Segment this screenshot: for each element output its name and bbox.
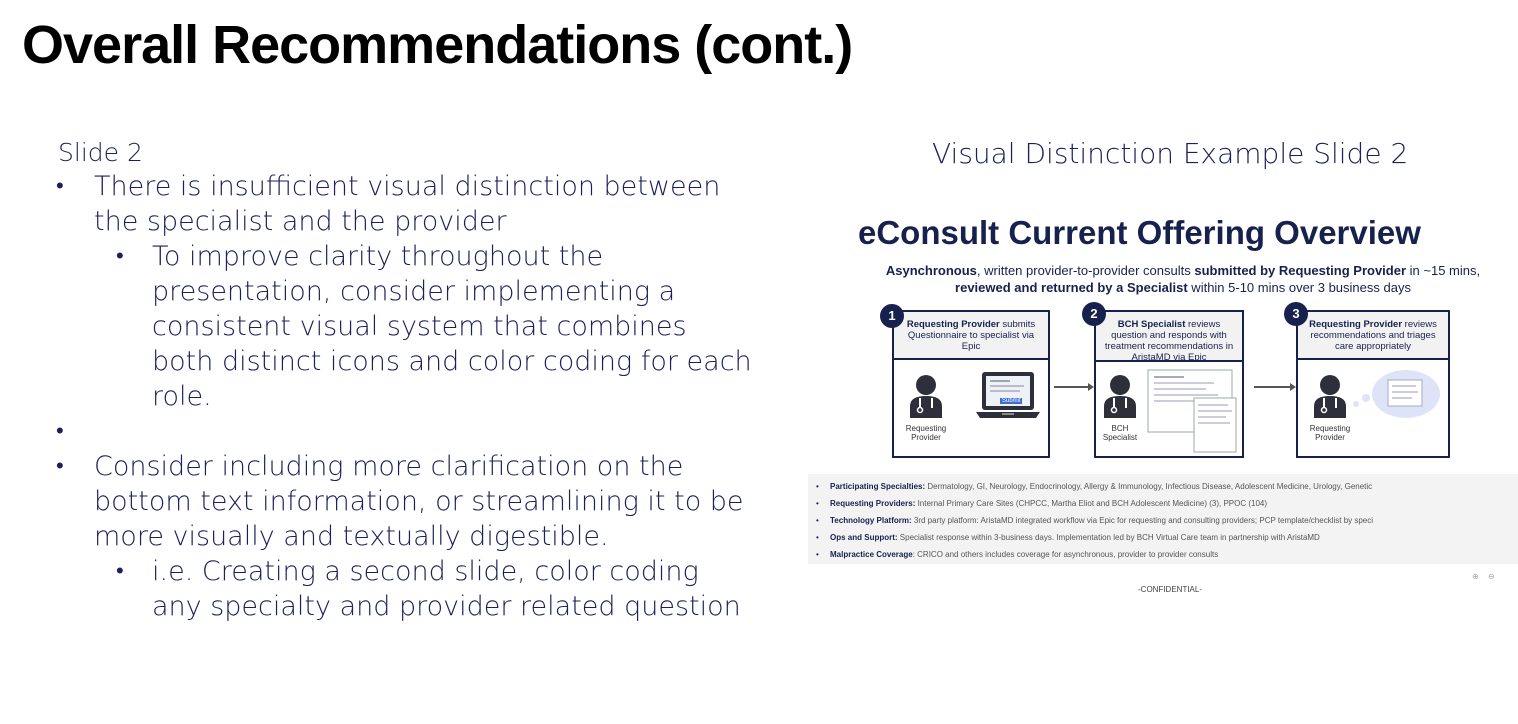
- provider-icon: [908, 374, 944, 418]
- step-text: submits Questionnaire to specialist via Epic: [907, 319, 1036, 352]
- page-title: Overall Recommendations (cont.): [22, 15, 853, 75]
- step-caption: Requesting Provider: [905, 424, 947, 442]
- step-3-number: 3: [1284, 302, 1308, 326]
- bullet-label: Malpractice Coverage: [830, 550, 913, 559]
- example-bullet: [814, 478, 1518, 495]
- example-bullet: [814, 495, 1518, 512]
- example-heading: Visual Distinction Example Slide 2: [932, 137, 1409, 170]
- example-title: eConsult Current Offering Overview: [858, 214, 1421, 251]
- bullet-label: Technology Platform:: [830, 516, 912, 525]
- sub-bullet-list: [94, 554, 756, 624]
- example-bullet: [814, 512, 1518, 529]
- subtitle-bold: Asynchronous: [885, 263, 977, 278]
- bullet-text: Consider including more clarification on the bottom text information, or streamlining it to be more visually and textually digestible.: [94, 451, 744, 552]
- example-slide-image: [808, 200, 1518, 610]
- arrow-icon: [1054, 386, 1090, 388]
- sub-bullet-item: • i.e. Creating a second slide, color coding any specialty and provider related question: [94, 554, 756, 624]
- sub-bullet-list: [94, 239, 756, 414]
- example-bullet: [814, 529, 1518, 546]
- step-bold: Requesting Provider: [906, 319, 1000, 330]
- step-caption: BCH Specialist: [1102, 424, 1138, 442]
- step-3-box: [1296, 310, 1450, 458]
- step-2-header: [1096, 312, 1242, 362]
- step-caption: Requesting Provider: [1309, 424, 1351, 442]
- step-1-number: 1: [880, 304, 904, 328]
- subtitle-text: , written provider-to-provider consults: [976, 263, 1195, 278]
- spacer: [56, 414, 756, 449]
- thought-bubble-icon: [1352, 368, 1442, 422]
- document-icon: [1146, 368, 1240, 454]
- bullet-text: : CRICO and others includes coverage for asynchronous, provider to provider consults: [912, 550, 1219, 559]
- submit-label: Submit: [1002, 398, 1021, 404]
- subtitle-text: within 5-10 mins over 3 business days: [1187, 280, 1411, 295]
- bullet-list: [56, 169, 756, 624]
- laptop-icon: [976, 370, 1040, 420]
- bullet-item: [56, 169, 756, 414]
- specialist-icon: [1102, 374, 1138, 418]
- bullet-text: There is insufficient visual distinction between the specialist and the provider: [94, 171, 721, 237]
- step-text: reviews question and responds with treatment recommendations in AristaMD via Epic: [1104, 319, 1234, 363]
- step-2-number: 2: [1082, 302, 1106, 326]
- example-bullet: [814, 546, 1518, 563]
- bullet-text: Dermatology, GI, Neurology, Endocrinology, Allergy & Immunology, Infectious Disease, Adolescent Medicine, Urology, Genetic: [925, 482, 1373, 491]
- bullet-label: Participating Specialties:: [830, 482, 926, 491]
- bullet-text: Specialist response within 3-business days. Implementation led by BCH Virtual Care team in partnership with AristaMD: [897, 533, 1320, 542]
- arrow-icon: [1254, 386, 1292, 388]
- slide-label: Slide 2: [58, 138, 143, 167]
- bullet-item: [56, 449, 756, 624]
- step-bold: BCH Specialist: [1117, 319, 1186, 330]
- sub-bullet-item: • To improve clarity throughout the presentation, consider implementing a consistent visual system that combines both distinct icons and color coding for each role.: [94, 239, 756, 414]
- step-bold: Requesting Provider: [1309, 319, 1403, 330]
- zoom-out-icon: ⊖: [1488, 572, 1495, 581]
- confidential-label: -CONFIDENTIAL-: [1138, 585, 1202, 594]
- step-3-header: [1298, 312, 1448, 360]
- subtitle-bold: reviewed and returned by a Specialist: [955, 280, 1188, 295]
- bullet-text: 3rd party platform: AristaMD integrated workflow via Epic for requesting and consulting providers; PCP template/checklist by speci: [911, 516, 1374, 525]
- step-1-box: [892, 310, 1050, 458]
- step-1-header: [894, 312, 1048, 360]
- example-bullet-list: [808, 474, 1518, 564]
- subtitle-text: in ~15 mins,: [1406, 263, 1481, 278]
- zoom-in-icon: ⊕: [1472, 572, 1479, 581]
- subtitle-bold: submitted by Requesting Provider: [1194, 263, 1407, 278]
- step-text: reviews recommendations and triages care appropriately: [1310, 319, 1437, 352]
- step-2-box: [1094, 310, 1244, 458]
- bullet-label: Ops and Support:: [830, 533, 898, 542]
- provider-icon: [1312, 374, 1348, 418]
- bullet-text: Internal Primary Care Sites (CHPCC, Martha Eliot and BCH Adolescent Medicine) (3), PPOC (104): [915, 499, 1268, 508]
- bullet-label: Requesting Providers:: [830, 499, 916, 508]
- example-subtitle: [838, 262, 1518, 296]
- recommendations-text: [56, 138, 756, 624]
